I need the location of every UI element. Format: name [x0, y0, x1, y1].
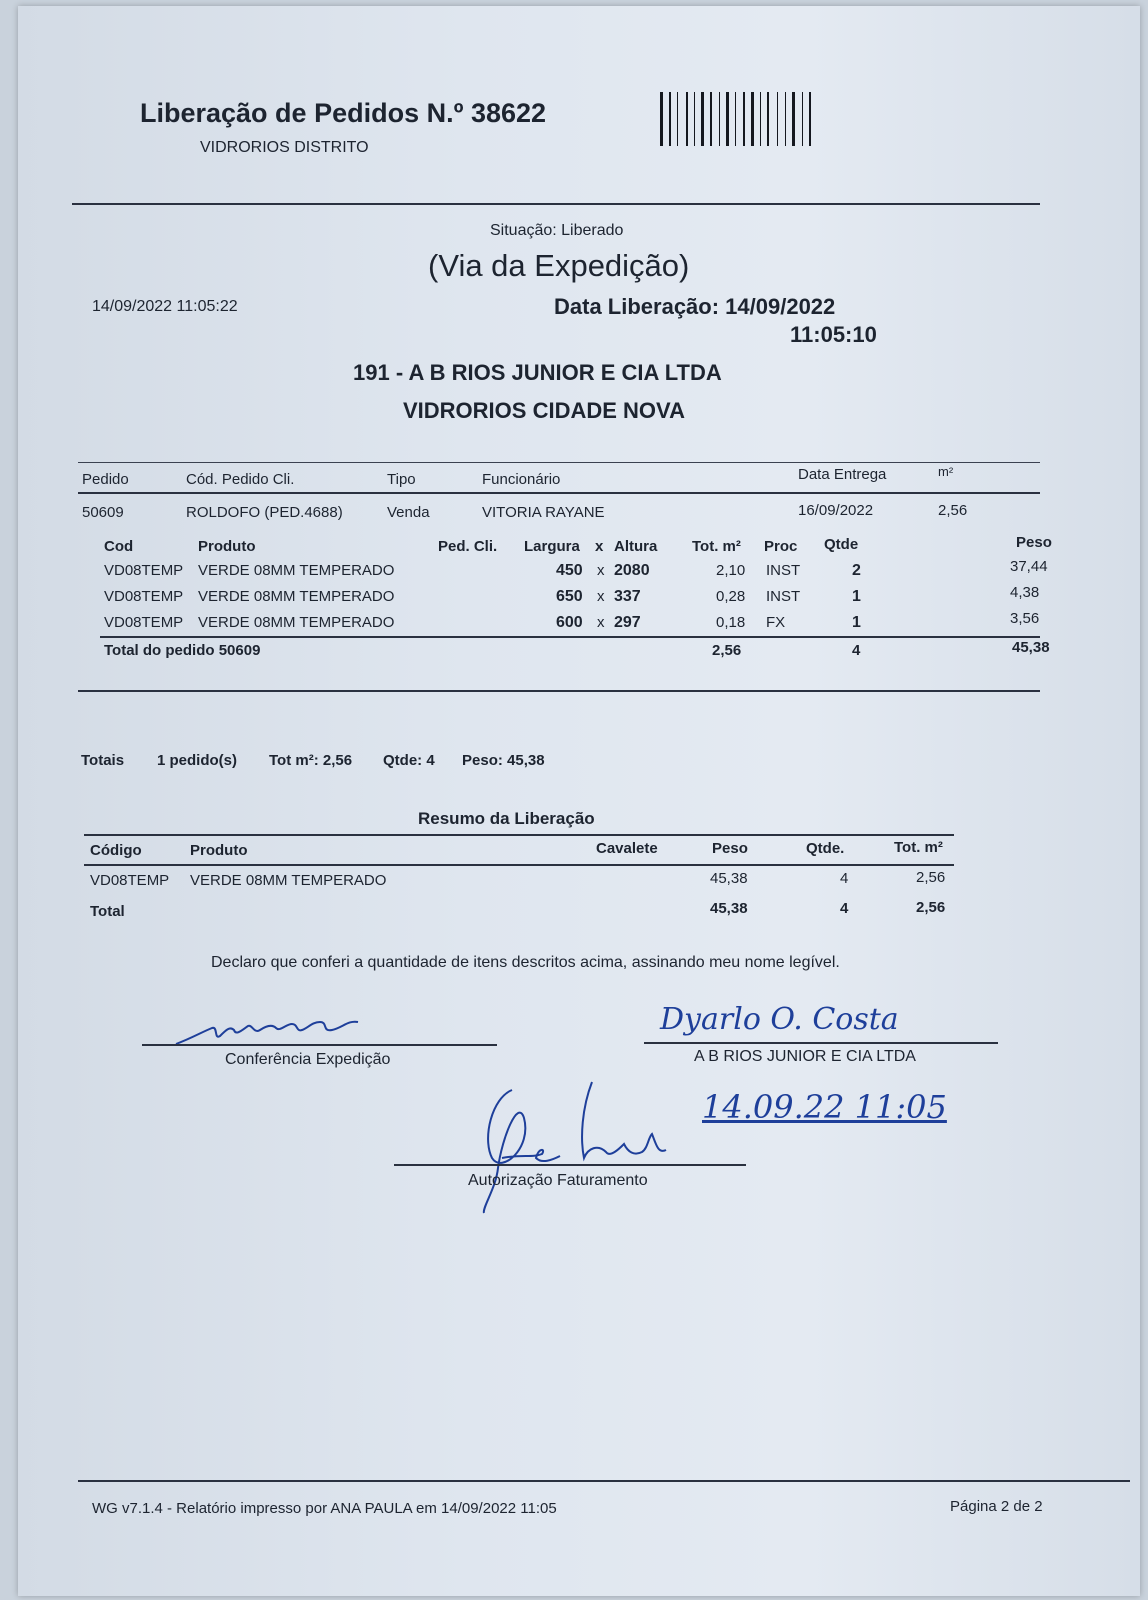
- resumo-col-peso: Peso: [712, 840, 748, 857]
- autorizacao-label: Autorização Faturamento: [468, 1172, 648, 1189]
- item-altura: 2080: [614, 562, 650, 579]
- item-col-qtde: Qtde: [824, 536, 859, 553]
- item-col-altura: Altura: [614, 538, 658, 555]
- resumo-col-produto: Produto: [190, 842, 248, 859]
- footer-left: WG v7.1.4 - Relatório impresso por ANA PAULA em 14/09/2022 11:05: [92, 1500, 557, 1517]
- client-sign-label: A B RIOS JUNIOR E CIA LTDA: [694, 1048, 916, 1065]
- item-qtde: 2: [852, 562, 861, 579]
- hora-liberacao: 11:05:10: [790, 322, 877, 347]
- item-tot-m2: 2,10: [716, 562, 746, 579]
- client-signature: Dyarlo O. Costa: [660, 1002, 899, 1037]
- autorizacao-signature: [462, 1078, 692, 1218]
- totais-m2: Tot m²: 2,56: [269, 752, 353, 769]
- order-total-m2: 2,56: [712, 642, 742, 659]
- item-tot-m2: 0,18: [716, 614, 746, 631]
- item-col-tot-m2: Tot. m²: [692, 538, 741, 555]
- item-altura: 297: [614, 614, 641, 631]
- order-total-qtde: 4: [852, 642, 861, 659]
- item-peso: 37,44: [1010, 558, 1048, 575]
- col-pedido: Pedido: [82, 471, 129, 488]
- order-pedido: 50609: [82, 504, 124, 521]
- document-page: [18, 6, 1140, 1596]
- order-funcionario: VITORIA RAYANE: [482, 504, 605, 521]
- situacao-text: Situação: Liberado: [490, 222, 624, 239]
- order-header-divider: [78, 492, 1040, 494]
- resumo-header-divider: [84, 864, 954, 866]
- footer-page-number: Página 2 de 2: [950, 1498, 1043, 1515]
- barcode-icon: [660, 92, 830, 146]
- totais-peso: Peso: 45,38: [462, 752, 545, 769]
- item-x: x: [597, 562, 605, 579]
- item-cod: VD08TEMP: [104, 562, 184, 579]
- item-peso: 3,56: [1010, 610, 1040, 627]
- item-col-proc: Proc: [764, 538, 798, 555]
- order-tipo: Venda: [387, 504, 430, 521]
- conferencia-signature: [172, 1012, 392, 1052]
- col-data-entrega: Data Entrega: [798, 466, 887, 483]
- item-largura: 450: [556, 562, 583, 579]
- item-peso: 4,38: [1010, 584, 1040, 601]
- item-qtde: 1: [852, 614, 861, 631]
- item-proc: INST: [766, 562, 801, 579]
- client-name: 191 - A B RIOS JUNIOR E CIA LTDA: [353, 360, 722, 385]
- item-proc: INST: [766, 588, 801, 605]
- item-col-peso: Peso: [1016, 534, 1052, 551]
- resumo-row-codigo: VD08TEMP: [90, 872, 170, 889]
- order-bottom-divider: [78, 690, 1040, 692]
- order-cod-pedido-cli: ROLDOFO (PED.4688): [186, 504, 343, 521]
- totais-pedidos: 1 pedido(s): [157, 752, 238, 769]
- conferencia-label: Conferência Expedição: [225, 1051, 391, 1068]
- order-total-label: Total do pedido 50609: [104, 642, 261, 659]
- resumo-col-qtde: Qtde.: [806, 840, 845, 857]
- item-proc: FX: [766, 614, 786, 631]
- totais-qtde: Qtde: 4: [383, 752, 435, 769]
- via-text: (Via da Expedição): [428, 248, 690, 283]
- resumo-top-divider: [84, 834, 954, 836]
- item-altura: 337: [614, 588, 641, 605]
- order-total-peso: 45,38: [1012, 639, 1050, 656]
- resumo-row-tot-m2: 2,56: [916, 869, 946, 886]
- item-produto: VERDE 08MM TEMPERADO: [198, 588, 395, 605]
- resumo-row-peso: 45,38: [710, 870, 748, 887]
- client-sign-line: [644, 1042, 998, 1044]
- client-store: VIDRORIOS CIDADE NOVA: [403, 398, 685, 423]
- order-top-divider: [78, 462, 1040, 463]
- col-tipo: Tipo: [387, 471, 416, 488]
- order-m2: 2,56: [938, 502, 968, 519]
- item-x: x: [597, 588, 605, 605]
- item-col-produto: Produto: [198, 538, 256, 555]
- resumo-row-qtde: 4: [840, 870, 849, 887]
- col-cod-pedido-cli: Cód. Pedido Cli.: [186, 471, 295, 488]
- declaration-text: Declaro que conferi a quantidade de itens descritos acima, assinando meu nome legível.: [211, 954, 840, 971]
- totais-label: Totais: [81, 752, 125, 769]
- item-col-x: x: [595, 538, 604, 555]
- item-cod: VD08TEMP: [104, 614, 184, 631]
- item-tot-m2: 0,28: [716, 588, 746, 605]
- item-col-largura: Largura: [524, 538, 580, 555]
- item-largura: 600: [556, 614, 583, 631]
- footer-divider: [78, 1480, 1130, 1482]
- item-produto: VERDE 08MM TEMPERADO: [198, 562, 395, 579]
- order-data-entrega: 16/09/2022: [798, 502, 874, 519]
- data-liberacao: Data Liberação: 14/09/2022: [554, 294, 836, 319]
- resumo-col-cavalete: Cavalete: [596, 840, 658, 857]
- autorizacao-line: [394, 1164, 746, 1166]
- item-qtde: 1: [852, 588, 861, 605]
- conferencia-line: [142, 1044, 497, 1046]
- item-col-ped-cli: Ped. Cli.: [438, 538, 498, 555]
- col-funcionario: Funcionário: [482, 471, 561, 488]
- document-title: Liberação de Pedidos N.º 38622: [140, 98, 547, 128]
- resumo-total-peso: 45,38: [710, 900, 748, 917]
- resumo-title: Resumo da Liberação: [418, 809, 595, 828]
- col-m2: m²: [938, 464, 954, 479]
- item-col-cod: Cod: [104, 538, 134, 555]
- header-divider: [72, 203, 1040, 205]
- item-largura: 650: [556, 588, 583, 605]
- item-produto: VERDE 08MM TEMPERADO: [198, 614, 395, 631]
- handwritten-date: 14.09.22 11:05: [702, 1088, 947, 1126]
- item-x: x: [597, 614, 605, 631]
- items-total-divider: [100, 636, 1040, 638]
- printed-timestamp: 14/09/2022 11:05:22: [92, 298, 238, 315]
- resumo-total-label: Total: [90, 903, 125, 920]
- resumo-col-codigo: Código: [90, 842, 142, 859]
- company-name: VIDRORIOS DISTRITO: [200, 139, 369, 156]
- resumo-total-qtde: 4: [840, 900, 849, 917]
- resumo-col-tot-m2: Tot. m²: [894, 839, 943, 856]
- resumo-total-tot-m2: 2,56: [916, 899, 946, 916]
- resumo-row-produto: VERDE 08MM TEMPERADO: [190, 872, 387, 889]
- item-cod: VD08TEMP: [104, 588, 184, 605]
